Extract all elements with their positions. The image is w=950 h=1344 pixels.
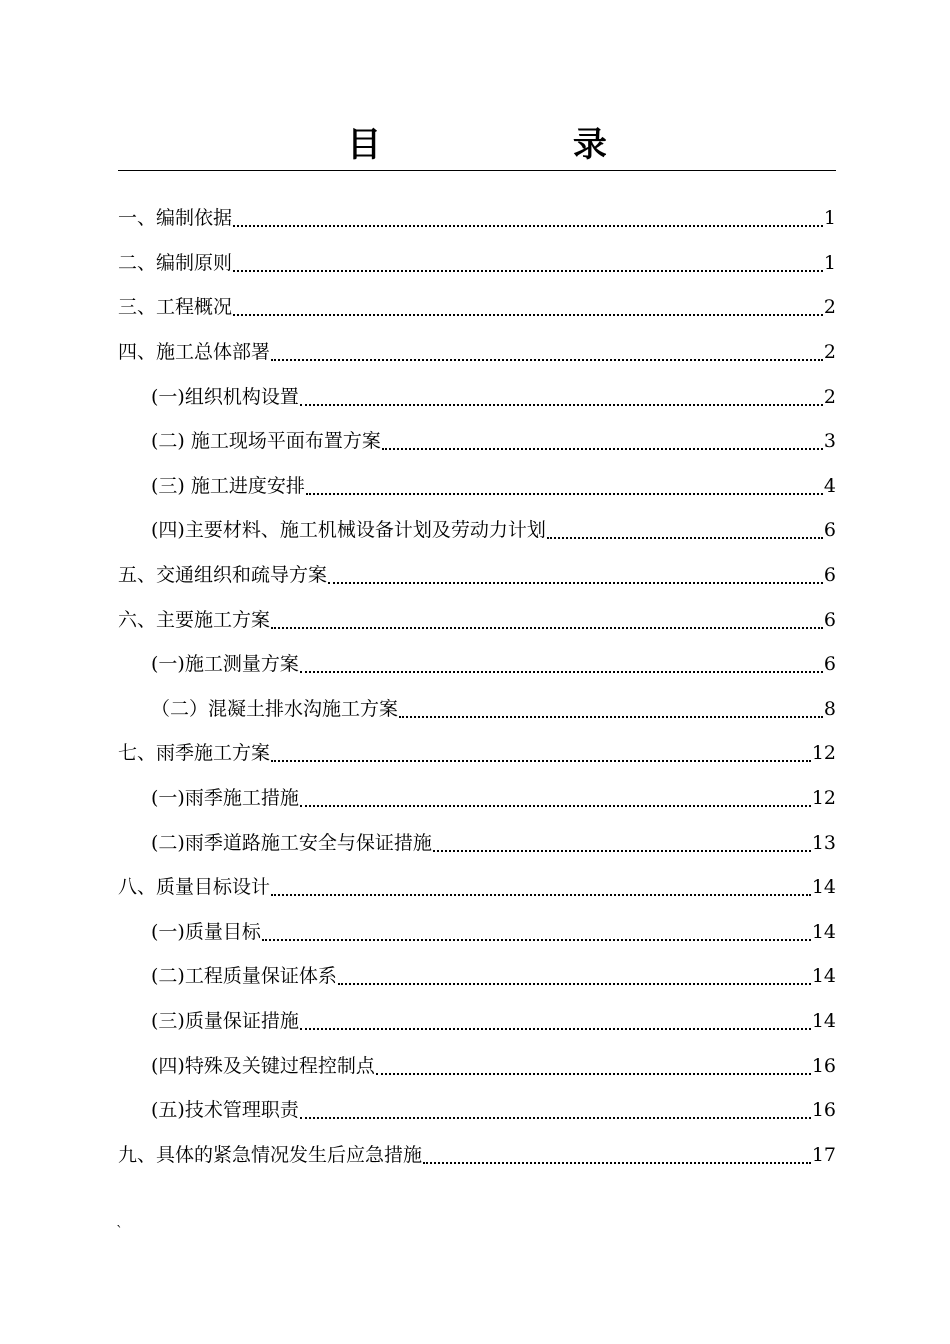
toc-entry-label: (一)质量目标 bbox=[151, 920, 261, 943]
toc-entry[interactable] bbox=[118, 553, 836, 598]
toc-entry[interactable] bbox=[118, 687, 836, 732]
toc-entry[interactable] bbox=[118, 776, 836, 821]
toc-entry-label: (一)施工测量方案 bbox=[151, 653, 299, 676]
toc-entry-label: (五)技术管理职责 bbox=[151, 1099, 299, 1122]
toc-dot-leader bbox=[338, 983, 811, 985]
toc-entry[interactable] bbox=[118, 910, 836, 955]
toc-entry-label: 二、编制原则 bbox=[118, 251, 233, 274]
toc-entry[interactable] bbox=[118, 285, 836, 330]
toc-entry-page-number: 8 bbox=[823, 697, 836, 720]
toc-entry[interactable] bbox=[118, 419, 836, 464]
toc-entry[interactable] bbox=[118, 464, 836, 509]
toc-entry[interactable] bbox=[118, 196, 836, 241]
toc-dot-leader bbox=[328, 582, 823, 584]
toc-entry-label: 六、主要施工方案 bbox=[118, 608, 271, 631]
toc-dot-leader bbox=[423, 1162, 811, 1164]
toc-entry-page-number: 17 bbox=[811, 1143, 836, 1166]
toc-entry-label: 五、交通组织和疏导方案 bbox=[118, 564, 328, 587]
toc-entry[interactable] bbox=[118, 642, 836, 687]
toc-entry-label: 一、编制依据 bbox=[118, 207, 233, 230]
toc-entry-page-number: 14 bbox=[811, 876, 836, 899]
toc-entry-label: 三、工程概况 bbox=[118, 296, 233, 319]
toc-entry[interactable] bbox=[118, 954, 836, 999]
toc-entry[interactable] bbox=[118, 374, 836, 419]
toc-entry[interactable] bbox=[118, 999, 836, 1044]
toc-entry[interactable] bbox=[118, 1132, 836, 1177]
toc-entry-label: (三) 施工进度安排 bbox=[151, 474, 305, 497]
toc-entry-page-number: 6 bbox=[823, 519, 836, 542]
toc-entry-label: 四、施工总体部署 bbox=[118, 341, 271, 364]
toc-dot-leader bbox=[233, 225, 823, 227]
toc-entry-label: (一)雨季施工措施 bbox=[151, 787, 299, 810]
toc-entry[interactable] bbox=[118, 865, 836, 910]
toc-entry-page-number: 16 bbox=[811, 1054, 836, 1077]
toc-entry-label: (一)组织机构设置 bbox=[151, 385, 299, 408]
toc-dot-leader bbox=[376, 1073, 811, 1075]
toc-dot-leader bbox=[300, 1117, 811, 1119]
toc-entry-page-number: 2 bbox=[823, 341, 836, 364]
toc-entry-page-number: 12 bbox=[811, 787, 836, 810]
toc-entry-page-number: 1 bbox=[823, 251, 836, 274]
toc-entry-label: (二) 施工现场平面布置方案 bbox=[151, 430, 381, 453]
toc-entry-page-number: 14 bbox=[811, 965, 836, 988]
toc-entry-page-number: 2 bbox=[823, 385, 836, 408]
toc-entry-label: (四)特殊及关键过程控制点 bbox=[151, 1054, 375, 1077]
toc-entry[interactable] bbox=[118, 597, 836, 642]
toc-entry-page-number: 4 bbox=[823, 474, 836, 497]
toc-dot-leader bbox=[399, 716, 823, 718]
toc-entry-page-number: 14 bbox=[811, 1009, 836, 1032]
toc-dot-leader bbox=[271, 760, 811, 762]
toc-dot-leader bbox=[233, 270, 823, 272]
toc-entry-label: （二）混凝土排水沟施工方案 bbox=[151, 697, 399, 720]
toc-dot-leader bbox=[271, 627, 823, 629]
toc-dot-leader bbox=[306, 493, 823, 495]
title-underline bbox=[118, 170, 836, 171]
toc-entry[interactable] bbox=[118, 1043, 836, 1088]
toc-entry[interactable] bbox=[118, 820, 836, 865]
footer-mark: ` bbox=[116, 1224, 123, 1240]
toc-entry-page-number: 2 bbox=[823, 296, 836, 319]
toc-entry-label: 七、雨季施工方案 bbox=[118, 742, 271, 765]
toc-entry-label: 八、质量目标设计 bbox=[118, 876, 271, 899]
toc-entry-label: (二)雨季道路施工安全与保证措施 bbox=[151, 831, 432, 854]
page-title: 目 录 bbox=[347, 125, 697, 165]
table-of-contents bbox=[118, 196, 836, 1177]
toc-entry-page-number: 3 bbox=[823, 430, 836, 453]
toc-entry-label: (二)工程质量保证体系 bbox=[151, 965, 337, 988]
toc-entry-page-number: 6 bbox=[823, 608, 836, 631]
toc-entry[interactable] bbox=[118, 731, 836, 776]
toc-entry-page-number: 13 bbox=[811, 831, 836, 854]
toc-entry[interactable] bbox=[118, 508, 836, 553]
toc-dot-leader bbox=[271, 359, 823, 361]
toc-dot-leader bbox=[271, 894, 811, 896]
toc-entry-label: 九、具体的紧急情况发生后应急措施 bbox=[118, 1143, 423, 1166]
toc-dot-leader bbox=[300, 404, 823, 406]
toc-dot-leader bbox=[433, 850, 811, 852]
toc-entry[interactable] bbox=[118, 330, 836, 375]
toc-entry-page-number: 6 bbox=[823, 653, 836, 676]
toc-entry[interactable] bbox=[118, 241, 836, 286]
toc-dot-leader bbox=[300, 1028, 811, 1030]
toc-entry-page-number: 12 bbox=[811, 742, 836, 765]
toc-entry-page-number: 16 bbox=[811, 1099, 836, 1122]
toc-entry-label: (四)主要材料、施工机械设备计划及劳动力计划 bbox=[151, 519, 546, 542]
toc-dot-leader bbox=[262, 939, 811, 941]
toc-dot-leader bbox=[547, 537, 823, 539]
toc-entry-page-number: 14 bbox=[811, 920, 836, 943]
toc-dot-leader bbox=[300, 805, 811, 807]
toc-entry[interactable] bbox=[118, 1088, 836, 1133]
toc-dot-leader bbox=[382, 448, 823, 450]
toc-dot-leader bbox=[233, 314, 823, 316]
toc-dot-leader bbox=[300, 671, 823, 673]
toc-entry-page-number: 1 bbox=[823, 207, 836, 230]
toc-entry-label: (三)质量保证措施 bbox=[151, 1009, 299, 1032]
toc-entry-page-number: 6 bbox=[823, 564, 836, 587]
